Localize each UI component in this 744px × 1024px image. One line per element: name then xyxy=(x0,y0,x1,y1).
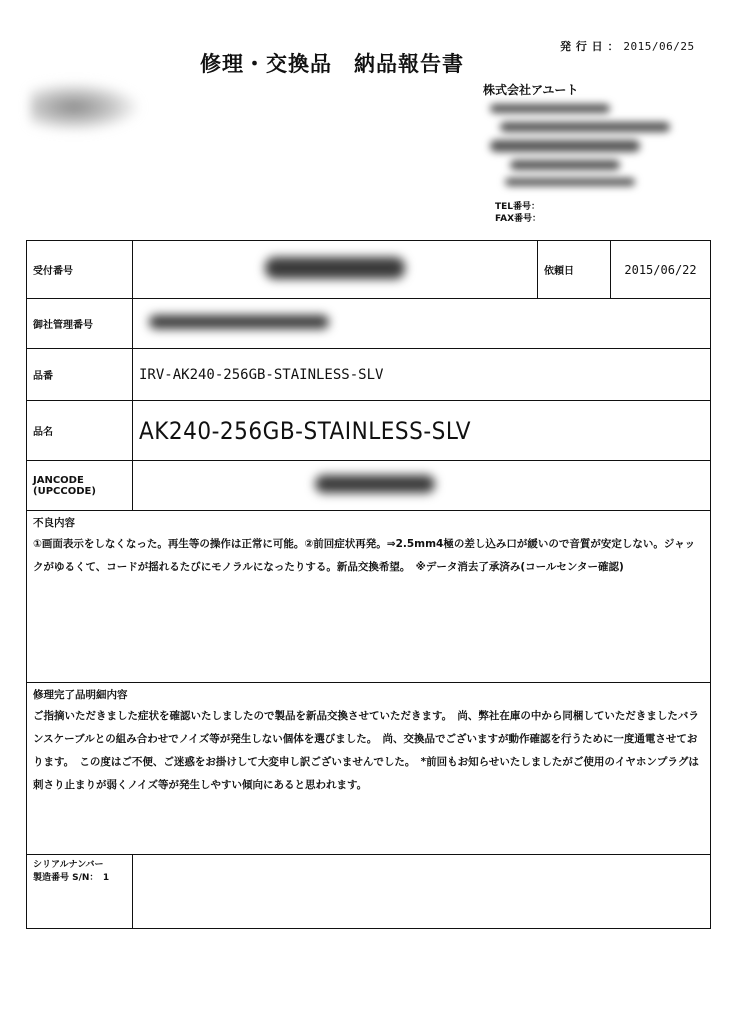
report-form xyxy=(26,240,711,929)
reception-no-label: 受付番号 xyxy=(27,241,133,299)
redacted-jancode xyxy=(315,475,435,493)
repair-section xyxy=(27,683,711,855)
serial-value xyxy=(133,855,711,929)
issue-date xyxy=(560,38,695,54)
issue-date-value: 2015/06/25 xyxy=(623,40,695,53)
defect-text: ①画面表示をしなくなった。再生等の操作は正常に可能。②前回症状再発。⇒2.5mm4極の差し込み口が緩いので音質が安定しない。ジャックがゆるくて、コードが揺れるたびにモノラルになったりする。新品交換希望。 ※データ消去了承済み(コールセンター確認) xyxy=(33,538,696,573)
part-no-value: IRV-AK240-256GB-STAINLESS-SLV xyxy=(133,349,711,401)
jancode-label xyxy=(27,461,133,511)
repair-title: 修理完了品明細内容 xyxy=(33,689,128,701)
management-no-value xyxy=(133,299,711,349)
redacted-management-no xyxy=(149,315,329,329)
jancode-label-line1: JANCODE xyxy=(33,474,84,486)
request-date-label: 依頼日 xyxy=(538,241,611,299)
serial-label: シリアルナンバー xyxy=(33,860,104,870)
management-row xyxy=(27,299,711,349)
defect-section xyxy=(27,511,711,683)
fax-label: FAX番号： xyxy=(495,214,542,224)
serial-row xyxy=(27,855,711,929)
redacted-logo xyxy=(30,82,140,132)
request-date-value: 2015/06/22 xyxy=(611,241,711,299)
company-name: 株式会社アユート xyxy=(483,83,579,97)
product-name-value: AK240-256GB-STAINLESS-SLV xyxy=(133,401,711,461)
reception-row xyxy=(27,241,711,299)
repair-text: ご指摘いただきました症状を確認いたしましたので製品を新品交換させていただきます。 尚、弊社在庫の中から同梱していただきましたバランスケーブルとの組み合わせでノイズ等が発生しない個体を選びました。 尚、交換品でございますが動作確認を行うために一度通電させております。 この度はご不便、ご迷惑をお掛けして大変申し訳ございませんでした。 *前回もお知らせいたしましたがご使用のイヤホンプラグは刺さり止まりが弱くノイズ等が発生しやすい傾向にあると思われます。 xyxy=(33,710,699,791)
issue-date-label: 発 行 日 ： xyxy=(560,40,619,53)
tel-label: TEL番号： xyxy=(495,202,541,212)
serial-count: 製造番号 S/N： 1 xyxy=(33,873,110,883)
redacted-address xyxy=(470,96,670,196)
product-name-label: 品名 xyxy=(27,401,133,461)
defect-row xyxy=(27,511,711,683)
product-name-row xyxy=(27,401,711,461)
defect-title: 不良内容 xyxy=(33,517,75,529)
jancode-row xyxy=(27,461,711,511)
document-title: 修理・交換品 納品報告書 xyxy=(200,52,464,76)
jancode-value xyxy=(133,461,711,511)
part-no-label: 品番 xyxy=(27,349,133,401)
jancode-label-line2: (UPCCODE) xyxy=(33,485,96,497)
management-no-label: 御社管理番号 xyxy=(27,299,133,349)
part-no-row xyxy=(27,349,711,401)
serial-label-cell xyxy=(27,855,133,929)
redacted-reception-no xyxy=(265,257,405,279)
repair-row xyxy=(27,683,711,855)
reception-no-value xyxy=(133,241,538,299)
